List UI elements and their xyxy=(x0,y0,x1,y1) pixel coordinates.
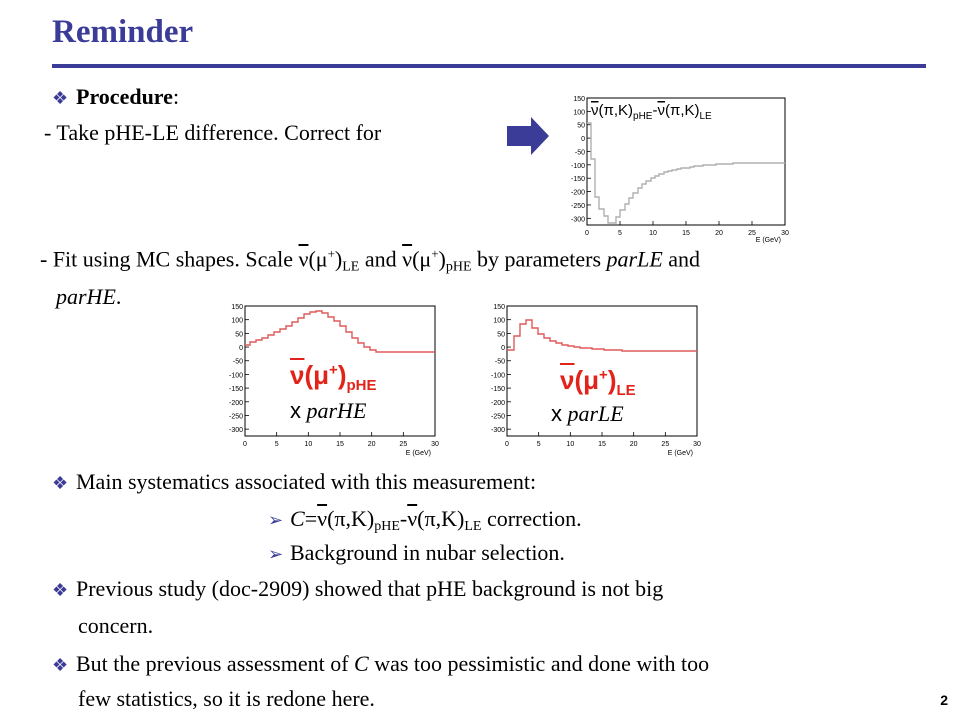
diamond-bullet-icon: ❖ xyxy=(52,88,69,108)
top-x-tick-label: 25 xyxy=(748,230,756,237)
top-y-tick-label: -150 xyxy=(570,176,585,184)
note-2-cont: few statistics, so it is redone here. xyxy=(78,686,375,711)
arrow-bullet-icon: ➢ xyxy=(268,544,284,564)
step2-suffix: by parameters xyxy=(471,246,607,272)
right-arrow-icon xyxy=(505,115,551,157)
right-x-tick-label: 0 xyxy=(505,441,509,448)
right-x-tick-label: 15 xyxy=(598,441,606,448)
note-1: ❖ Previous study (doc-2909) showed that pHE background is not big xyxy=(52,576,664,601)
left-y-tick-label: -150 xyxy=(228,386,243,394)
left-x-tick-label: 0 xyxy=(243,441,247,448)
right-y-tick-label: -150 xyxy=(490,386,505,394)
top-x-tick-label: 20 xyxy=(715,230,723,237)
right-y-tick-label: 50 xyxy=(497,331,505,339)
procedure-heading xyxy=(52,84,179,110)
right-scale-label: x parLE xyxy=(551,401,624,426)
right-y-tick-label: -250 xyxy=(490,413,505,421)
nu-bar-1: $\overline{\nu}$ xyxy=(298,246,309,272)
right-y-tick-label: 0 xyxy=(501,345,505,353)
procedure-colon: : xyxy=(172,84,180,109)
top-x-tick-label: 0 xyxy=(585,230,589,237)
right-x-tick-label: 20 xyxy=(629,441,638,448)
left-red-label: $\overline{\nu}(\mu^+)_{pHE}$ xyxy=(290,360,377,394)
right-x-tick-label: 25 xyxy=(661,441,670,448)
left-x-tick-label: 5 xyxy=(274,441,279,448)
left-y-tick-label: -250 xyxy=(228,413,243,421)
top-y-tick-label: -300 xyxy=(570,216,585,224)
procedure-step-2: - Fit using MC shapes. Scale $\overline{\nu}(\mu^+)_{LE}$ and $\overline{\nu}(\mu^+)_{pHE}$ by parameters parLE and xyxy=(40,246,701,275)
par-he-text: parHE xyxy=(56,284,116,309)
right-y-tick-label: -100 xyxy=(490,372,505,380)
left-y-tick-label: 50 xyxy=(235,331,243,339)
par-and: and xyxy=(662,246,701,272)
top-y-tick-label: 50 xyxy=(577,122,585,130)
right-red-label: $\overline{\nu}(\mu^+)_{LE}$ xyxy=(560,365,636,399)
left-x-title: E (GeV) xyxy=(405,450,431,457)
left-x-tick-label: 25 xyxy=(399,441,408,448)
title-rule xyxy=(52,64,926,68)
left-y-tick-label: 150 xyxy=(231,304,243,311)
top-x-tick-label: 10 xyxy=(649,230,657,237)
top-y-tick-label: -250 xyxy=(570,202,585,210)
top-x-tick-label: 30 xyxy=(781,230,789,237)
right-y-tick-label: -50 xyxy=(494,358,505,366)
top-y-tick-label: -200 xyxy=(570,189,585,197)
right-y-tick-label: -300 xyxy=(490,427,505,435)
page-number: 2 xyxy=(940,692,948,708)
par-le-text: parLE xyxy=(606,246,663,272)
left-y-tick-label: -100 xyxy=(228,372,243,380)
procedure-label: Procedure xyxy=(76,84,173,109)
arrow-bullet-icon: ➢ xyxy=(268,510,284,530)
right-x-tick-label: 10 xyxy=(566,441,575,448)
right-y-tick-label: 100 xyxy=(493,317,505,325)
right-y-tick-label: -200 xyxy=(490,399,505,407)
left-x-tick-label: 30 xyxy=(431,441,439,448)
top-x-tick-label: 15 xyxy=(682,230,690,237)
systematics-heading: ❖ Main systematics associated with this measurement: xyxy=(52,469,537,494)
procedure-step-2-cont: parHE. xyxy=(56,284,122,309)
left-y-tick-label: 100 xyxy=(231,317,243,325)
top-histogram xyxy=(552,80,792,246)
right-x-tick-label: 5 xyxy=(536,441,541,448)
left-y-tick-label: 0 xyxy=(239,345,243,353)
top-plot-label-text: $\nu(\pi,K)_{pHE}-\nu(\pi,K)_{LE}$ xyxy=(591,102,712,122)
systematics-item-2: ➢ Background in nubar selection. xyxy=(268,540,565,565)
top-y-tick-label: 100 xyxy=(573,109,585,117)
procedure-step-1: - Take pHE-LE difference. Correct for xyxy=(44,120,382,145)
diamond-bullet-icon: ❖ xyxy=(52,655,69,675)
right-x-tick-label: 30 xyxy=(693,441,701,448)
left-y-tick-label: -300 xyxy=(228,427,243,435)
left-y-tick-label: -200 xyxy=(228,399,243,407)
top-x-tick-label: 5 xyxy=(618,230,622,237)
step2-prefix: - Fit using MC shapes. Scale xyxy=(40,246,299,272)
top-y-tick-label: 0 xyxy=(581,136,585,144)
nu-bar-2: $\overline{\nu}$ xyxy=(402,246,413,272)
top-x-title: E (GeV) xyxy=(755,237,781,244)
left-y-tick-label: -50 xyxy=(232,358,243,366)
step2-and: and xyxy=(359,246,403,272)
note-1-cont: concern. xyxy=(78,613,154,638)
top-y-tick-label: -50 xyxy=(574,149,585,157)
diamond-bullet-icon: ❖ xyxy=(52,473,69,493)
diamond-bullet-icon: ❖ xyxy=(52,580,69,600)
note-2: ❖ But the previous assessment of C was too pessimistic and done with too xyxy=(52,651,710,676)
right-x-title: E (GeV) xyxy=(667,450,693,457)
right-y-tick-label: 150 xyxy=(493,304,505,311)
slide-title: Reminder xyxy=(52,14,194,50)
left-scale-label: x parHE xyxy=(290,398,367,423)
top-y-tick-label: -100 xyxy=(570,162,585,170)
systematics-item-1: ➢ $C=\overline{\nu}(\pi,K)_{pHE}-\overline{\nu}(\pi,K)_{LE}$ correction. xyxy=(268,506,582,534)
left-x-tick-label: 15 xyxy=(336,441,344,448)
left-x-tick-label: 10 xyxy=(304,441,313,448)
top-y-tick-label: 150 xyxy=(573,96,585,103)
left-x-tick-label: 20 xyxy=(367,441,376,448)
